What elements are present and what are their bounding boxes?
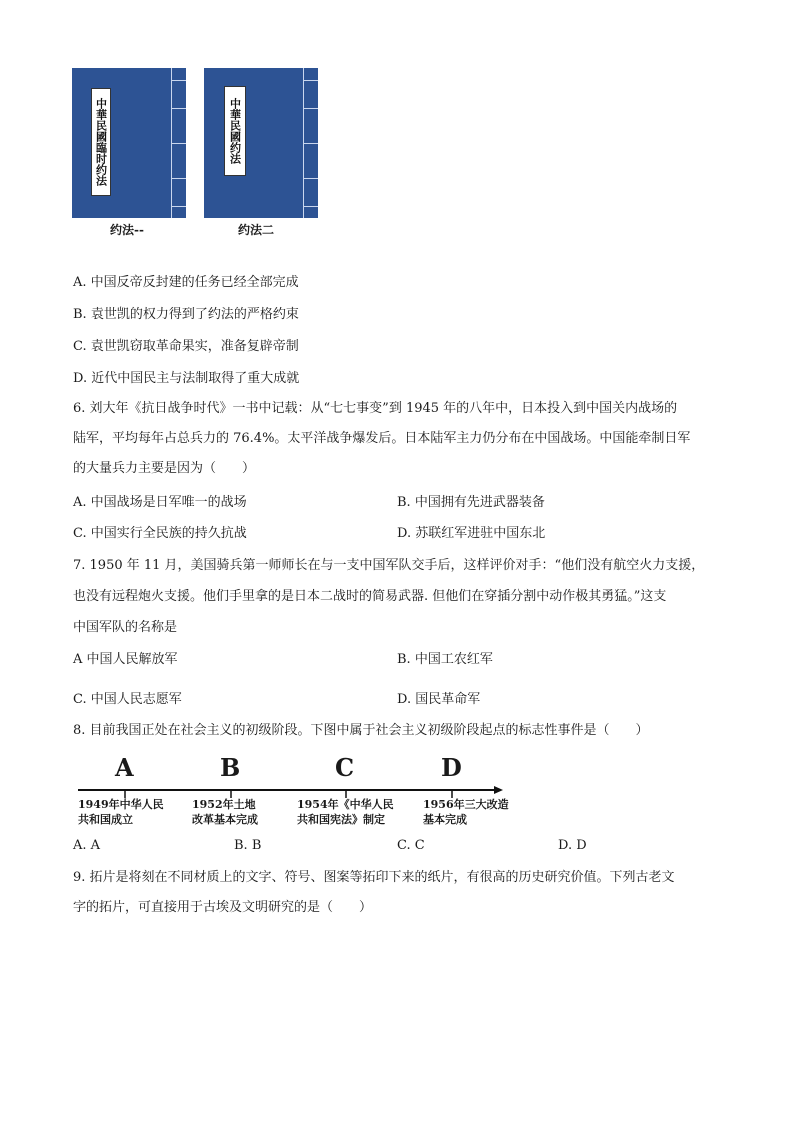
book-image-2 [204, 68, 318, 218]
q8-option-b: B. B [234, 838, 262, 853]
q7-stem-line-1: 7. 1950 年 11 月，美国骑兵第一师师长在与一支中国军队交手后，这样评价对手：“他们没有航空火力支援， [73, 558, 705, 573]
book-image-1 [72, 68, 186, 218]
q6-stem-line-1: 6. 刘大年《抗日战争时代》一书中记载：从“七七事变”到 1945 年的八年中，日本投入到中国关内战场的 [73, 401, 678, 416]
book-spine [303, 68, 318, 218]
q6-stem-line-2: 陆军，平均每年占总兵力的 76.4%。太平洋战争爆发后。日本陆军主力仍分布在中国战场。中国能牵制日军 [73, 431, 691, 446]
book-spine [171, 68, 186, 218]
q9-stem-line-1: 9. 拓片是将刻在不同材质上的文字、符号、图案等拓印下来的纸片，有很高的历史研究价值。下列古老文 [73, 870, 675, 885]
q7-stem-line-3: 中国军队的名称是 [73, 620, 178, 635]
q7-option-d: D. 国民革命军 [397, 692, 481, 707]
q5-option-d: D. 近代中国民主与法制取得了重大成就 [73, 371, 300, 386]
q5-option-b: B. 袁世凯的权力得到了约法的严格约束 [73, 307, 299, 322]
timeline-event-c-line1: 1954年《中华人民 [297, 798, 394, 811]
timeline-event-b [192, 797, 258, 827]
q6-option-b: B. 中国拥有先进武器装备 [397, 495, 545, 510]
q6-option-a: A. 中国战场是日军唯一的战场 [73, 495, 247, 510]
timeline-event-c [297, 797, 394, 827]
q7-stem-line-2: 也没有远程炮火支援。他们手里拿的是日本二战时的简易武器. 但他们在穿插分割中动作极其勇猛。”这支 [73, 589, 667, 604]
book-caption-2: 约法二 [238, 223, 275, 237]
q9-stem-line-2: 字的拓片，可直接用于古埃及文明研究的是（ ） [73, 900, 373, 915]
q7-option-b: B. 中国工农红军 [397, 652, 493, 667]
book-title-label [91, 88, 111, 196]
timeline-event-a-line1: 1949年中华人民 [78, 798, 164, 811]
timeline-event-c-line2: 共和国宪法》制定 [297, 813, 385, 826]
q5-option-a: A. 中国反帝反封建的任务已经全部完成 [73, 275, 299, 290]
q8-stem: 8. 目前我国正处在社会主义的初级阶段。下图中属于社会主义初级阶段起点的标志性事件是（ ） [73, 723, 649, 738]
book-caption-1: 约法-- [110, 223, 144, 237]
q6-option-c: C. 中国实行全民族的持久抗战 [73, 526, 247, 541]
q6-stem-line-3: 的大量兵力主要是因为（ ） [73, 461, 256, 476]
q7-option-c: C. 中国人民志愿军 [73, 692, 182, 707]
timeline-arrow [494, 786, 503, 794]
q8-option-d: D. D [558, 838, 587, 853]
timeline-event-a-line2: 共和国成立 [78, 813, 133, 826]
book-title-text: 中華民國约法 [228, 98, 242, 164]
timeline-letter-b: B [220, 753, 241, 782]
timeline-event-d [423, 797, 509, 827]
timeline-event-a [78, 797, 164, 827]
timeline-letter-a: A [115, 753, 134, 782]
q8-option-c: C. C [397, 838, 425, 853]
timeline-letter-c: C [335, 753, 355, 782]
q7-option-a: A 中国人民解放军 [73, 652, 178, 667]
q5-option-c: C. 袁世凯窃取革命果实，准备复辟帝制 [73, 339, 299, 354]
book-title-text: 中華民國臨时约法 [94, 98, 108, 186]
timeline-event-d-line1: 1956年三大改造 [423, 798, 509, 811]
q6-option-d: D. 苏联红军进驻中国东北 [397, 526, 546, 541]
timeline-event-b-line2: 改革基本完成 [192, 813, 258, 826]
timeline-event-d-line2: 基本完成 [423, 813, 467, 826]
book-title-label [224, 86, 246, 176]
q8-option-a: A. A [73, 838, 101, 853]
timeline-event-b-line1: 1952年土地 [192, 798, 256, 811]
timeline-letter-d: D [441, 753, 462, 782]
